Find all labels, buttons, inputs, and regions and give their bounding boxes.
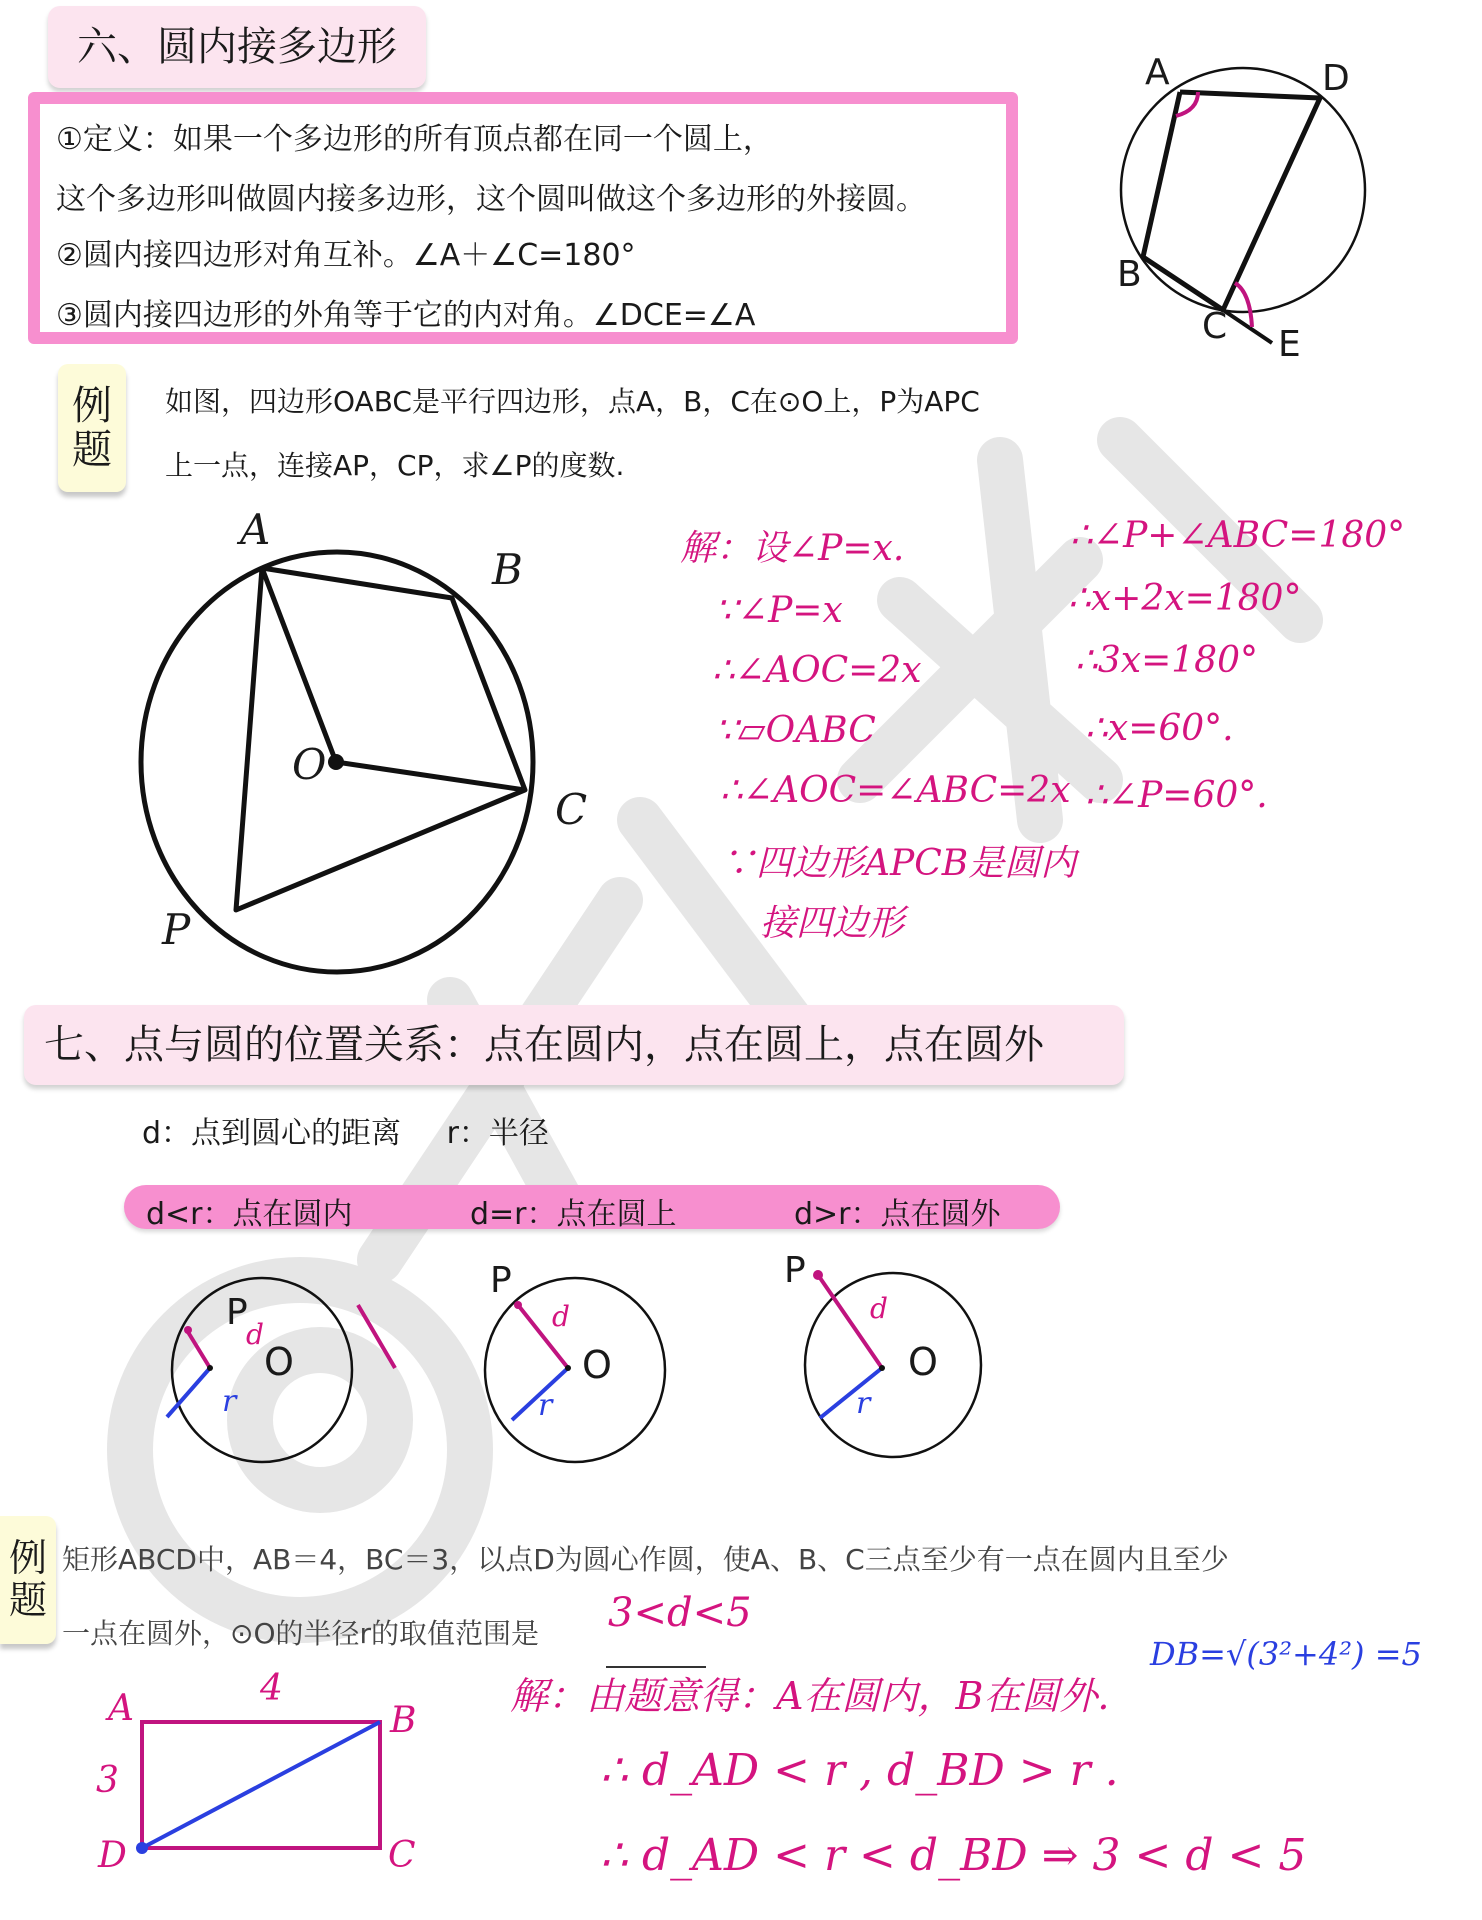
diag2-label-O: O [582, 1343, 612, 1387]
fig-label-A: A [240, 505, 271, 554]
section6-title [48, 6, 426, 88]
section7-title-text: 七、点与圆的位置关系：点在圆内，点在圆上，点在圆外 [44, 1022, 1044, 1068]
relation-outside: d>r：点在圆外 [794, 1197, 1001, 1232]
definition-line-4: ③圆内接四边形的外角等于它的内对角。∠DCE=∠A [56, 298, 756, 333]
rect-label-AD-length: 3 [96, 1760, 119, 1801]
section6-title-text: 六、圆内接多边形 [77, 24, 397, 70]
solution-right-1: ∴∠P+∠ABC=180° [1070, 515, 1406, 556]
example-tag-char-1: 例 [72, 383, 112, 429]
solution-left-1: 解：设∠P=x. [680, 528, 905, 569]
label-E: E [1278, 324, 1301, 365]
solution-right-4: ∴x=60°. [1085, 708, 1234, 749]
solution2-line-2: ∴ d_AD < r , d_BD > r . [600, 1745, 1119, 1796]
fig-label-B: B [492, 545, 523, 594]
rect-label-A: A [108, 1688, 134, 1729]
solution-right-5: ∴∠P=60°. [1085, 775, 1268, 816]
diag1-label-P: P [226, 1292, 248, 1333]
diag3-label-d: d [870, 1292, 888, 1325]
example1-line-2: 上一点，连接AP，CP，求∠P的度数. [165, 449, 625, 482]
solution-left-2: ∵∠P=x [715, 590, 843, 631]
solution-right-2: ∴x+2x=180° [1068, 578, 1302, 619]
solution-left-6: ∵四边形APCB是圆内 [720, 843, 1077, 884]
diag1-label-r: r [222, 1384, 237, 1419]
definition-box [28, 92, 1018, 344]
rect-label-AB-length: 4 [260, 1668, 283, 1709]
example2-line-2: 一点在圆外，⊙O的半径r的取值范围是 [62, 1617, 540, 1650]
solution-right-3: ∴3x=180° [1075, 640, 1258, 681]
example-tag-2 [0, 1516, 56, 1644]
desc-d: d：点到圆心的距离 [142, 1116, 402, 1151]
diag3-label-r: r [856, 1386, 871, 1421]
label-B: B [1117, 254, 1142, 295]
relation-bar [124, 1185, 1060, 1232]
answer-handwritten: 3<d<5 [608, 1590, 752, 1636]
solution2-line-1: 解：由题意得：A在圆内，B在圆外. [510, 1674, 1110, 1718]
fig-label-O: O [292, 740, 327, 789]
rect-label-D: D [98, 1835, 127, 1876]
solution-left-3: ∴∠AOC=2x [712, 650, 922, 691]
example-tag-1 [58, 364, 126, 492]
solution-left-5: ∴∠AOC=∠ABC=2x [720, 770, 1071, 811]
diag3-label-O: O [908, 1340, 938, 1384]
desc-r: r：半径 [446, 1116, 549, 1151]
label-A: A [1145, 52, 1170, 93]
fig-label-P: P [162, 905, 191, 954]
label-C: C [1202, 306, 1228, 347]
label-D: D [1322, 58, 1350, 99]
rect-label-C: C [388, 1835, 416, 1876]
section7-title [24, 1005, 1124, 1085]
diag2-label-P: P [490, 1260, 512, 1301]
example1-line-1: 如图，四边形OABC是平行四边形，点A，B，C在⊙O上，P为APC [165, 385, 980, 418]
example2-line-1: 矩形ABCD中，AB＝4，BC＝3，以点D为圆心作圆，使A、B、C三点至少有一点在圆内且至少 [62, 1543, 1229, 1576]
solution-left-7: 接四边形 [760, 903, 905, 944]
diag2-label-r: r [538, 1388, 553, 1423]
definition-line-2: 这个多边形叫做圆内接多边形，这个圆叫做这个多边形的外接圆。 [56, 182, 926, 217]
solution2-line-3: ∴ d_AD < r < d_BD ⇒ 3 < d < 5 [600, 1830, 1307, 1881]
example-tag-char-2: 题 [72, 427, 112, 473]
diag3-label-P: P [784, 1250, 806, 1291]
definition-d-r [142, 1108, 585, 1152]
relation-inside: d<r：点在圆内 [146, 1197, 353, 1232]
diag1-label-d: d [246, 1318, 264, 1351]
fig-label-C: C [555, 785, 588, 834]
definition-line-3: ②圆内接四边形对角互补。∠A＋∠C=180° [56, 238, 636, 273]
diag1-label-O: O [264, 1340, 294, 1384]
diag2-label-d: d [552, 1300, 570, 1333]
rect-label-B: B [390, 1700, 417, 1741]
definition-line-1: ①定义：如果一个多边形的所有顶点都在同一个圆上， [56, 122, 773, 157]
db-calculation: DB=√(3²+4²) =5 [1150, 1635, 1422, 1673]
example2-tag-char-1: 例 [8, 1536, 47, 1581]
example2-tag-char-2: 题 [8, 1578, 47, 1622]
relation-on: d=r：点在圆上 [470, 1197, 677, 1232]
solution-left-4: ∵▱OABC [715, 710, 876, 751]
